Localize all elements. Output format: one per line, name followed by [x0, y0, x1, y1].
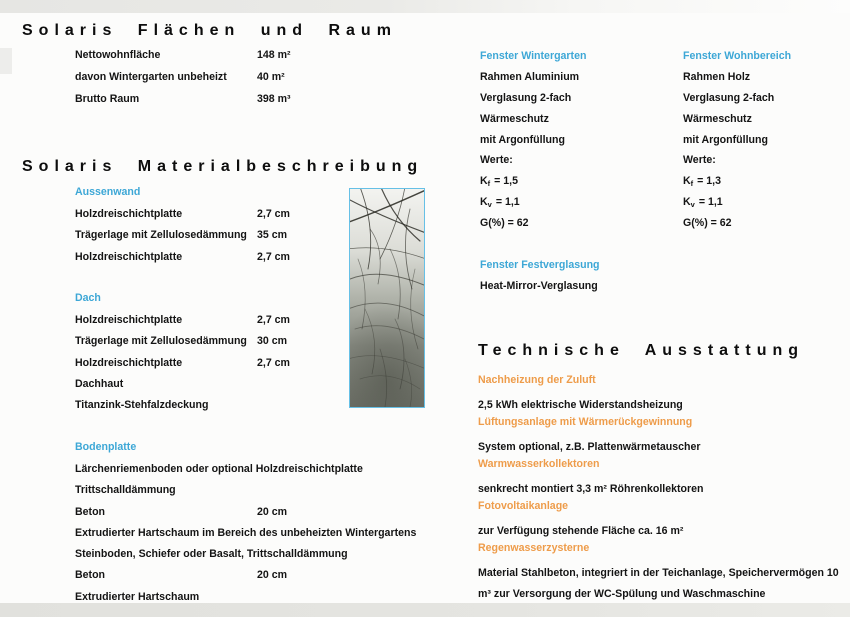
- fenster-wohnbereich-column: [683, 50, 850, 238]
- row-label: Brutto Raum: [75, 93, 140, 105]
- material-group-bodenplatte: [75, 441, 495, 612]
- kf-value: $K_f = 1,3$: [683, 175, 722, 189]
- spec-line: Werte:: [683, 154, 716, 167]
- table-row: [75, 506, 495, 527]
- kv-value: $K_v = 1,1$: [480, 196, 520, 210]
- scan-edge-top: [0, 0, 850, 13]
- row-value: 2,7 cm: [257, 314, 290, 326]
- row-label: Holzdreischichtplatte: [75, 314, 183, 326]
- table-row: [75, 484, 495, 505]
- item-text: Material Stahlbeton, integriert in der Teichanlage, Speichervermögen 10 m³ zur Versorgung der WC-Spülung und Waschmaschine: [478, 567, 839, 600]
- spec-line: Rahmen Holz: [683, 70, 751, 83]
- item-heading: Regenwasserzysterne: [478, 542, 590, 554]
- scan-smudge: [0, 48, 12, 74]
- row-value: 2,7 cm: [257, 208, 290, 220]
- row-label: Trägerlage mit Zellulosedämmung: [75, 229, 247, 242]
- table-row: [75, 378, 495, 399]
- row-label: Dachhaut: [75, 377, 124, 390]
- row-value: 40 m²: [257, 71, 285, 83]
- branches-illustration: [350, 189, 424, 407]
- spec-line: Wärmeschutz: [480, 112, 549, 125]
- row-label: Extrudierter Hartschaum im Bereich des unbeheizten Wintergartens: [75, 526, 417, 539]
- flaechen-table: [75, 49, 415, 115]
- table-row: [75, 314, 495, 335]
- table-row: [75, 251, 495, 272]
- row-label: Holzdreischichtplatte: [75, 356, 183, 369]
- g-value: G(%) = 62: [683, 217, 732, 230]
- row-label: davon Wintergarten unbeheizt: [75, 71, 227, 83]
- item-text: senkrecht montiert 3,3 m² Röhrenkollektoren: [478, 483, 704, 495]
- table-row: [75, 527, 495, 548]
- row-label: Trittschalldämmung: [75, 484, 176, 497]
- row-label: Beton: [75, 569, 106, 582]
- kv-value: $K_v = 1,1$: [683, 196, 723, 210]
- row-value: 2,7 cm: [257, 356, 290, 369]
- fenster-wintergarten-column: [480, 50, 675, 238]
- row-label: Trägerlage mit Zellulosedämmung: [75, 335, 247, 348]
- row-value: 30 cm: [257, 335, 288, 348]
- item-heading: Lüftungsanlage mit Wärmerückgewinnung: [478, 416, 693, 428]
- row-label: Nettowohnfläche: [75, 49, 161, 61]
- column-heading: Fenster Festverglasung: [480, 259, 600, 271]
- technik-item: [478, 542, 845, 605]
- technik-item: [478, 500, 845, 542]
- row-value: 148 m²: [257, 49, 291, 61]
- spec-line: Rahmen Aluminium: [480, 70, 580, 83]
- row-label: Holzdreischichtplatte: [75, 250, 183, 263]
- table-row: [75, 357, 495, 378]
- row-value: 35 cm: [257, 229, 288, 242]
- spec-line: Werte:: [480, 154, 513, 167]
- row-label: Titanzink-Stehfalzdeckung: [75, 399, 209, 412]
- row-value: 20 cm: [257, 569, 288, 582]
- technik-list: [478, 374, 845, 605]
- branches-photo: [349, 188, 425, 408]
- spec-line: mit Argonfüllung: [683, 133, 768, 146]
- row-label: Holzdreischichtplatte: [75, 208, 183, 220]
- technik-item: [478, 458, 845, 500]
- item-heading: Nachheizung der Zuluft: [478, 374, 596, 386]
- item-heading: Warmwasserkollektoren: [478, 458, 600, 470]
- item-text: System optional, z.B. Plattenwärmetauscher: [478, 441, 701, 453]
- table-row: [75, 399, 495, 420]
- row-label: Lärchenriemenboden oder optional Holzdreischichtplatte: [75, 463, 363, 475]
- spec-line: Wärmeschutz: [683, 112, 752, 125]
- spec-line: Verglasung 2-fach: [683, 91, 775, 104]
- item-text: zur Verfügung stehende Fläche ca. 16 m²: [478, 525, 684, 537]
- table-row: [75, 71, 415, 93]
- technik-item: [478, 416, 845, 458]
- group-heading: Bodenplatte: [75, 441, 137, 453]
- material-group-aussenwand: [75, 186, 495, 272]
- row-value: 2,7 cm: [257, 250, 290, 263]
- column-heading: Fenster Wintergarten: [480, 50, 587, 62]
- technik-item: [478, 374, 845, 416]
- row-label: Beton: [75, 505, 106, 518]
- row-value: 20 cm: [257, 505, 288, 518]
- table-row: [75, 591, 495, 612]
- row-value: 398 m³: [257, 93, 291, 105]
- table-row: [75, 335, 495, 356]
- section-title-flaechen: Solaris Flächen und Raum: [22, 22, 397, 39]
- spec-line: Verglasung 2-fach: [480, 91, 572, 104]
- table-row: [75, 569, 495, 590]
- item-text: 2,5 kWh elektrische Widerstandsheizung: [478, 399, 683, 411]
- item-heading: Fotovoltaikanlage: [478, 500, 569, 512]
- table-row: [75, 208, 495, 229]
- table-row: [75, 93, 415, 115]
- table-row: [75, 548, 495, 569]
- group-heading: Aussenwand: [75, 186, 141, 198]
- group-heading: Dach: [75, 292, 101, 304]
- table-row: [75, 463, 495, 484]
- table-row: [75, 49, 415, 71]
- row-label: Extrudierter Hartschaum: [75, 590, 200, 603]
- spec-line: Heat-Mirror-Verglasung: [480, 280, 598, 292]
- material-group-dach: [75, 292, 495, 420]
- section-title-technik: Technische Ausstattung: [478, 342, 805, 359]
- section-title-material: Solaris Materialbeschreibung: [22, 158, 424, 175]
- table-row: [75, 229, 495, 250]
- fenster-festverglasung-block: [480, 259, 700, 301]
- column-heading: Fenster Wohnbereich: [683, 50, 792, 62]
- row-label: Steinboden, Schiefer oder Basalt, Trittschalldämmung: [75, 548, 348, 561]
- kf-value: $K_f = 1,5$: [480, 175, 519, 189]
- spec-line: mit Argonfüllung: [480, 133, 565, 146]
- g-value: G(%) = 62: [480, 217, 529, 230]
